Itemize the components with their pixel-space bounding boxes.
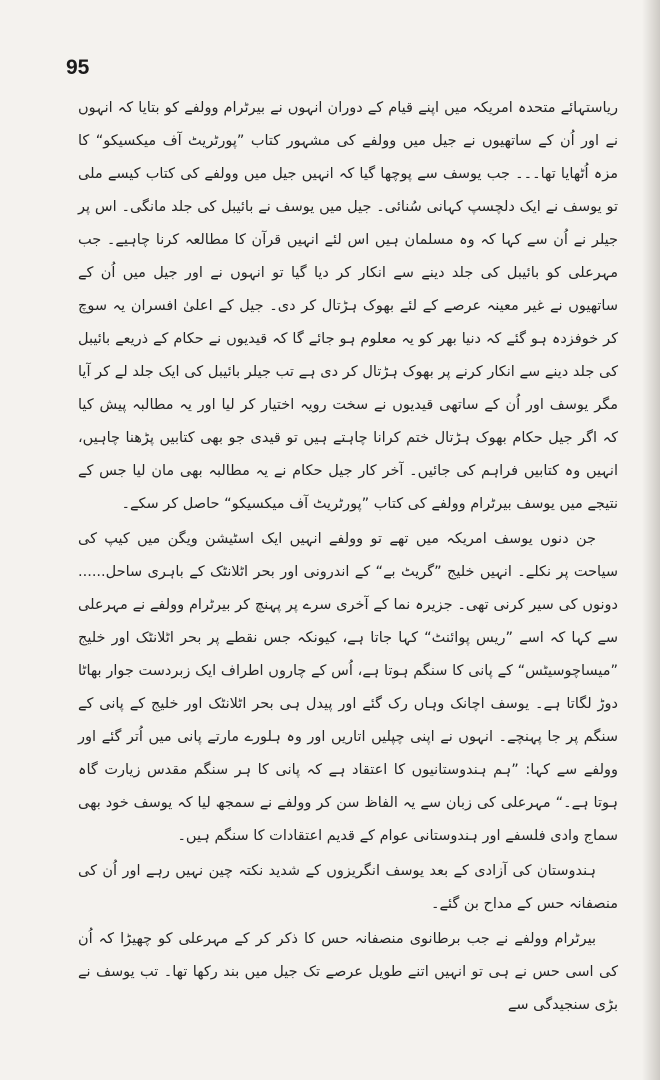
paragraph: جن دنوں یوسف امریکہ میں تھے تو وولفے انہیں ایک اسٹیشن ویگن میں کیپ کی سیاحت پر نکلے۔ انہیں خلیج ”گریٹ بے“ کے اندرونی اور بحر اٹلانٹک کے باہری ساحل...... دونوں کی سیر کرنی تھی۔ جزیرہ نما کے آخری سرے پر پہنچ کر بیرٹرام وولفے نے مہرعلی سے کہا کہ اسے ”ریس پوائنٹ“ کہا جاتا ہے، کیونکہ جس نقطے پر بحر اٹلانٹک اور خلیج ”میساچوسیٹس“ کے پانی کا سنگم ہوتا ہے، اُس کے چاروں اطراف ایک زبردست جوار بھاٹا دوڑ لگاتا ہے۔ یوسف اچانک وہاں رک گئے اور پیدل ہی بحر اٹلانٹک اور خلیج کے پانی کے سنگم پر جا پہنچے۔ انہوں نے اپنی چپلیں اتاریں اور وہ ہلورے مارتے پانی میں اُتر گئے اور وولفے سے کہا: ”ہم ہندوستانیوں کا اعتقاد ہے کہ پانی کا ہر سنگم مقدس زیارت گاہ ہوتا ہے۔“ مہرعلی کی زبان سے یہ الفاظ سن کر وولفے نے سمجھ لیا کہ یوسف خود بھی سماج وادی فلسفے اور ہندوستانی عوام کے قدیم اعتقادات کا سنگم ہیں۔: [78, 531, 618, 844]
paragraph: بیرٹرام وولفے نے جب برطانوی منصفانہ حس کا ذکر کر کے مہرعلی کو چھیڑا کہ اُن کی اسی حس نے ہی تو انہیں اتنے طویل عرصے تک جیل میں بند رکھا تھا۔ تب یوسف نے بڑی سنجیدگی سے: [78, 931, 618, 1013]
body-text: [78, 92, 618, 1022]
paragraph: ہندوستان کی آزادی کے بعد یوسف انگریزوں کے شدید نکتہ چین نہیں رہے اور اُن کی منصفانہ حس کے مداح بن گئے۔: [78, 863, 618, 912]
page-number: 95: [66, 56, 90, 79]
paragraph: ریاستہائے متحدہ امریکہ میں اپنے قیام کے دوران انہوں نے بیرٹرام وولفے کو بتایا کہ انہوں نے اور اُن کے ساتھیوں نے جیل میں وولفے کی مشہور کتاب ”پورٹریٹ آف میکسیکو“ کا مزہ اُٹھایا تھا۔۔۔ جب یوسف سے پوچھا گیا کہ انہیں جیل میں وولفے کی کتاب کیسے ملی تو یوسف نے ایک دلچسپ کہانی سُنائی۔ جیل میں یوسف نے بائیبل کی جلد مانگی۔ اس پر جیلر نے اُن سے کہا کہ وہ مسلمان ہیں اس لئے انہیں قرآن کا مطالعہ کرنا چاہیے۔ جب مہرعلی کو بائیبل کی جلد دینے سے انکار کر دیا گیا تو انہوں نے اور جیل میں اُن کے ساتھیوں نے غیر معینہ عرصے کے لئے بھوک ہڑتال کر دی۔ جیل کے اعلیٰ افسران یہ سوچ کر خوفزدہ ہو گئے کہ دنیا بھر کو یہ معلوم ہو جائے گا کہ قیدیوں نے حکام کے ذریعے بائیبل کی جلد دینے سے انکار کرنے پر بھوک ہڑتال کر دی ہے تب جیلر بائیبل کی ایک جلد لے کر آیا مگر یوسف اور اُن کے ساتھی قیدیوں نے سخت رویہ اختیار کر لیا اور یہ مطالبہ پیش کیا کہ اگر جیل حکام بھوک ہڑتال ختم کرانا چاہتے ہیں تو قیدی جو بھی کتابیں پڑھنا چاہیں، انہیں وہ کتابیں فراہم کی جائیں۔ آخر کار جیل حکام نے یہ مطالبہ بھی مان لیا جس کے نتیجے میں یوسف بیرٹرام وولفے کی کتاب ”پورٹریٹ آف میکسیکو“ حاصل کر سکے۔: [78, 100, 618, 512]
